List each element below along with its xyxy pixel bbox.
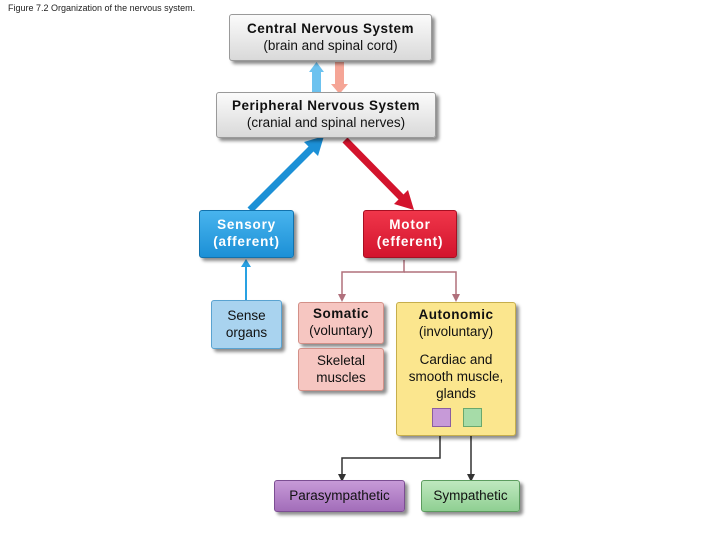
arrowhead-autonomic (452, 294, 460, 302)
sympathetic-box (421, 480, 520, 512)
somatic-title: Somatic (312, 306, 370, 322)
sensory-box (199, 210, 294, 258)
autonomic-title: Autonomic (418, 307, 494, 322)
cns-title: Central Nervous System (246, 20, 415, 36)
skeletal-line1: Skeletal (316, 352, 366, 368)
cns-box (229, 14, 432, 61)
autonomic-header (396, 307, 516, 341)
cardiac-line1: Cardiac and (419, 352, 493, 367)
somatic-box (298, 302, 384, 344)
motor-branch-arrows (342, 260, 456, 296)
pns-cns-efferent-arrow (331, 62, 348, 94)
autonomic-subtitle: (involuntary) (418, 323, 494, 339)
sense-organs-box (211, 300, 282, 349)
motor-line1: Motor (389, 217, 431, 233)
pns-to-motor-arrow (345, 140, 414, 210)
cardiac-smooth-muscle-glands (396, 352, 516, 403)
cardiac-line3: glands (436, 385, 476, 401)
sense-organs-line1: Sense (227, 307, 266, 323)
parasympathetic-label: Parasympathetic (289, 487, 390, 503)
sensory-line2: (afferent) (213, 234, 280, 249)
sense-organs-to-sensory-arrow (241, 259, 251, 300)
cns-pns-afferent-arrow (309, 62, 324, 94)
parasympathetic-box (274, 480, 405, 512)
somatic-subtitle: (voluntary) (309, 323, 373, 338)
sensory-line1: Sensory (217, 217, 276, 233)
pns-box (216, 92, 436, 138)
sympathetic-label: Sympathetic (433, 487, 508, 503)
arrowhead-somatic (338, 294, 346, 302)
pns-title: Peripheral Nervous System (231, 98, 421, 114)
skeletal-muscles-box (298, 348, 384, 391)
cardiac-line2: smooth muscle, (408, 368, 504, 384)
pns-subtitle: (cranial and spinal nerves) (246, 115, 406, 130)
sympathetic-square-icon (463, 408, 482, 427)
figure-caption: Figure 7.2 Organization of the nervous system. (8, 3, 196, 13)
motor-box (363, 210, 457, 258)
parasympathetic-square-icon (432, 408, 451, 427)
cns-subtitle: (brain and spinal cord) (263, 37, 398, 53)
sensory-to-pns-arrow (250, 136, 324, 210)
motor-line2: (efferent) (376, 234, 444, 249)
skeletal-line2: muscles (316, 369, 366, 385)
sense-organs-line2: organs (225, 324, 268, 340)
